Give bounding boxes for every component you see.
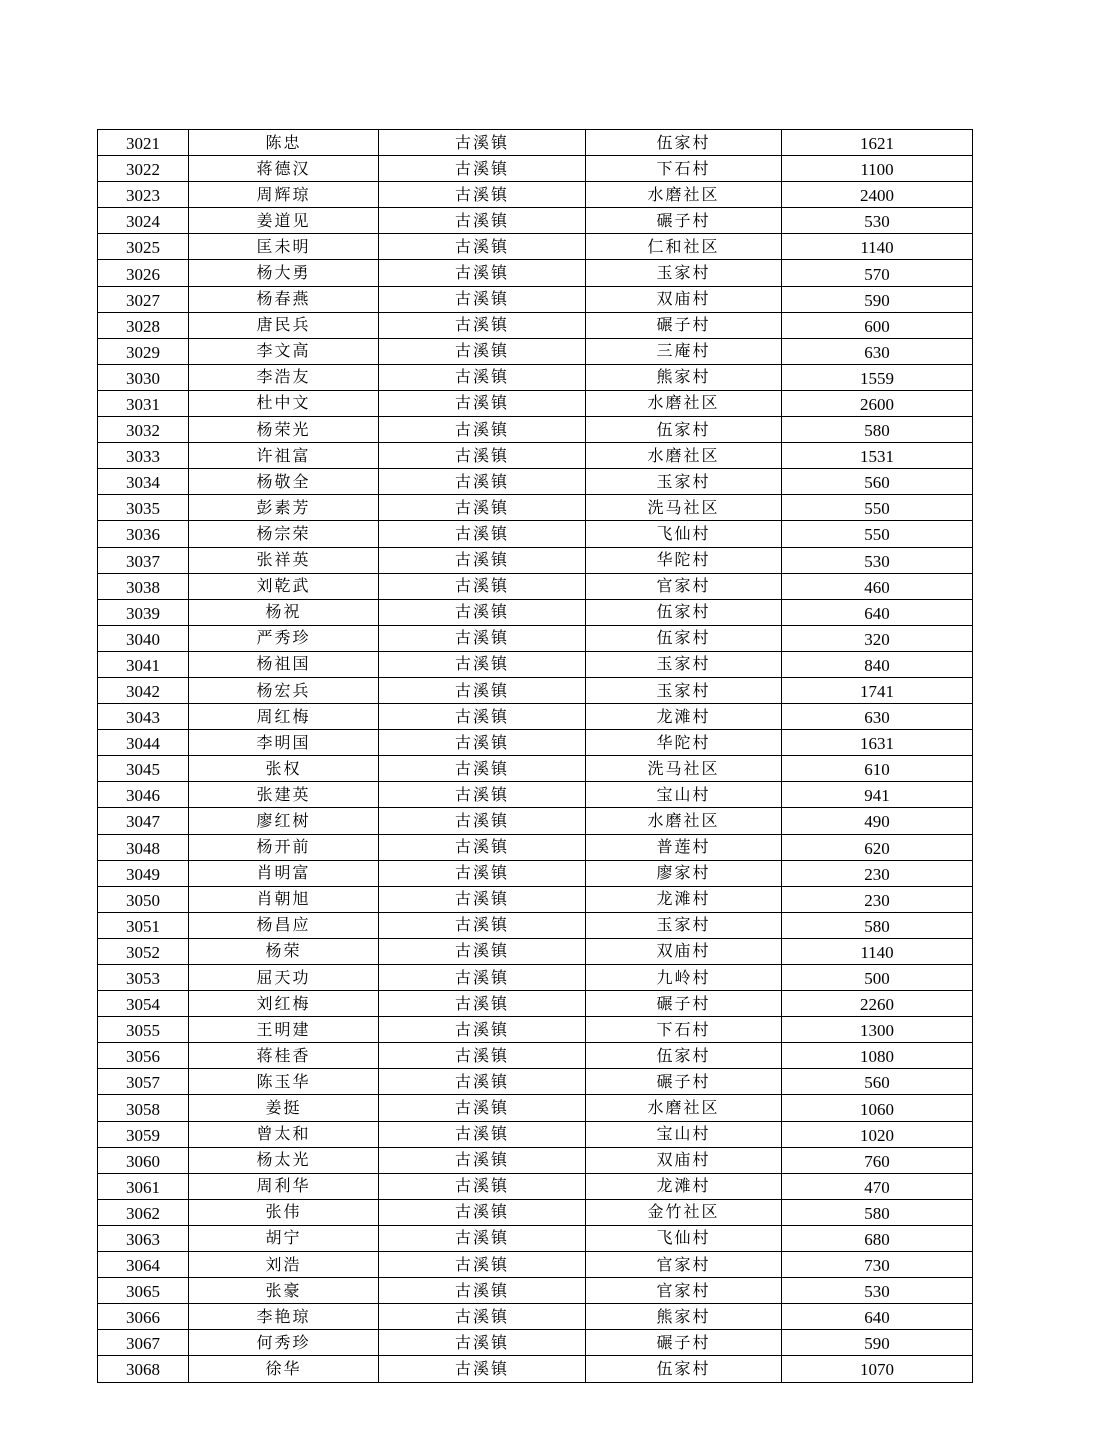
village-cell: 水磨社区 xyxy=(586,808,782,834)
name-cell: 杨昌应 xyxy=(189,912,379,938)
table-row xyxy=(98,547,973,573)
name-cell: 周利华 xyxy=(189,1173,379,1199)
name-cell: 刘浩 xyxy=(189,1252,379,1278)
row-number-cell: 3058 xyxy=(98,1095,189,1121)
village-cell: 三庵村 xyxy=(586,338,782,364)
table-row xyxy=(98,1252,973,1278)
amount-cell: 530 xyxy=(782,208,973,234)
village-cell: 龙滩村 xyxy=(586,704,782,730)
row-number-cell: 3043 xyxy=(98,704,189,730)
town-cell: 古溪镇 xyxy=(379,495,586,521)
town-cell: 古溪镇 xyxy=(379,808,586,834)
row-number-cell: 3054 xyxy=(98,991,189,1017)
town-cell: 古溪镇 xyxy=(379,443,586,469)
table-row xyxy=(98,156,973,182)
name-cell: 张豪 xyxy=(189,1278,379,1304)
row-number-cell: 3062 xyxy=(98,1199,189,1225)
town-cell: 古溪镇 xyxy=(379,1095,586,1121)
row-number-cell: 3068 xyxy=(98,1356,189,1382)
table-row xyxy=(98,651,973,677)
name-cell: 张权 xyxy=(189,756,379,782)
row-number-cell: 3053 xyxy=(98,965,189,991)
amount-cell: 500 xyxy=(782,965,973,991)
town-cell: 古溪镇 xyxy=(379,547,586,573)
table-row xyxy=(98,912,973,938)
village-cell: 伍家村 xyxy=(586,417,782,443)
amount-cell: 460 xyxy=(782,573,973,599)
table-row xyxy=(98,443,973,469)
town-cell: 古溪镇 xyxy=(379,782,586,808)
amount-cell: 760 xyxy=(782,1147,973,1173)
village-cell: 碾子村 xyxy=(586,991,782,1017)
town-cell: 古溪镇 xyxy=(379,704,586,730)
name-cell: 杨开前 xyxy=(189,834,379,860)
table-row xyxy=(98,390,973,416)
table-row xyxy=(98,625,973,651)
table-row xyxy=(98,234,973,260)
town-cell: 古溪镇 xyxy=(379,912,586,938)
village-cell: 熊家村 xyxy=(586,1304,782,1330)
village-cell: 官家村 xyxy=(586,1252,782,1278)
table-row xyxy=(98,834,973,860)
row-number-cell: 3021 xyxy=(98,130,189,156)
amount-cell: 470 xyxy=(782,1173,973,1199)
name-cell: 杨荣光 xyxy=(189,417,379,443)
village-cell: 官家村 xyxy=(586,573,782,599)
town-cell: 古溪镇 xyxy=(379,260,586,286)
row-number-cell: 3066 xyxy=(98,1304,189,1330)
village-cell: 玉家村 xyxy=(586,677,782,703)
table-row xyxy=(98,521,973,547)
village-cell: 双庙村 xyxy=(586,938,782,964)
row-number-cell: 3027 xyxy=(98,286,189,312)
amount-cell: 730 xyxy=(782,1252,973,1278)
row-number-cell: 3057 xyxy=(98,1069,189,1095)
amount-cell: 560 xyxy=(782,1069,973,1095)
table-row xyxy=(98,1304,973,1330)
name-cell: 杜中文 xyxy=(189,390,379,416)
village-cell: 玉家村 xyxy=(586,912,782,938)
table-row xyxy=(98,1121,973,1147)
name-cell: 周辉琼 xyxy=(189,182,379,208)
amount-cell: 580 xyxy=(782,1199,973,1225)
row-number-cell: 3061 xyxy=(98,1173,189,1199)
town-cell: 古溪镇 xyxy=(379,1199,586,1225)
town-cell: 古溪镇 xyxy=(379,599,586,625)
amount-cell: 620 xyxy=(782,834,973,860)
table-row xyxy=(98,1043,973,1069)
row-number-cell: 3051 xyxy=(98,912,189,938)
name-cell: 屈天功 xyxy=(189,965,379,991)
row-number-cell: 3064 xyxy=(98,1252,189,1278)
town-cell: 古溪镇 xyxy=(379,1356,586,1382)
village-cell: 宝山村 xyxy=(586,1121,782,1147)
data-table xyxy=(97,129,973,1383)
row-number-cell: 3028 xyxy=(98,312,189,338)
table-row xyxy=(98,1330,973,1356)
village-cell: 玉家村 xyxy=(586,651,782,677)
row-number-cell: 3029 xyxy=(98,338,189,364)
name-cell: 匡未明 xyxy=(189,234,379,260)
name-cell: 杨敬全 xyxy=(189,469,379,495)
amount-cell: 550 xyxy=(782,521,973,547)
town-cell: 古溪镇 xyxy=(379,182,586,208)
town-cell: 古溪镇 xyxy=(379,417,586,443)
village-cell: 宝山村 xyxy=(586,782,782,808)
town-cell: 古溪镇 xyxy=(379,677,586,703)
amount-cell: 1140 xyxy=(782,234,973,260)
village-cell: 官家村 xyxy=(586,1278,782,1304)
row-number-cell: 3049 xyxy=(98,860,189,886)
village-cell: 碾子村 xyxy=(586,312,782,338)
row-number-cell: 3055 xyxy=(98,1017,189,1043)
name-cell: 蒋桂香 xyxy=(189,1043,379,1069)
village-cell: 洗马社区 xyxy=(586,756,782,782)
name-cell: 唐民兵 xyxy=(189,312,379,338)
name-cell: 胡宁 xyxy=(189,1225,379,1251)
name-cell: 杨祝 xyxy=(189,599,379,625)
town-cell: 古溪镇 xyxy=(379,234,586,260)
town-cell: 古溪镇 xyxy=(379,756,586,782)
village-cell: 伍家村 xyxy=(586,625,782,651)
table-row xyxy=(98,704,973,730)
town-cell: 古溪镇 xyxy=(379,1225,586,1251)
village-cell: 碾子村 xyxy=(586,1069,782,1095)
village-cell: 双庙村 xyxy=(586,286,782,312)
name-cell: 李艳琼 xyxy=(189,1304,379,1330)
table-body xyxy=(98,130,973,1383)
name-cell: 张建英 xyxy=(189,782,379,808)
name-cell: 刘红梅 xyxy=(189,991,379,1017)
table-row xyxy=(98,1225,973,1251)
name-cell: 张祥英 xyxy=(189,547,379,573)
table-row xyxy=(98,1017,973,1043)
row-number-cell: 3033 xyxy=(98,443,189,469)
row-number-cell: 3044 xyxy=(98,730,189,756)
village-cell: 双庙村 xyxy=(586,1147,782,1173)
amount-cell: 1020 xyxy=(782,1121,973,1147)
row-number-cell: 3025 xyxy=(98,234,189,260)
amount-cell: 590 xyxy=(782,1330,973,1356)
table-row xyxy=(98,730,973,756)
name-cell: 杨春燕 xyxy=(189,286,379,312)
row-number-cell: 3032 xyxy=(98,417,189,443)
amount-cell: 1070 xyxy=(782,1356,973,1382)
table-row xyxy=(98,286,973,312)
table-row xyxy=(98,260,973,286)
name-cell: 王明建 xyxy=(189,1017,379,1043)
row-number-cell: 3039 xyxy=(98,599,189,625)
village-cell: 熊家村 xyxy=(586,364,782,390)
town-cell: 古溪镇 xyxy=(379,730,586,756)
row-number-cell: 3063 xyxy=(98,1225,189,1251)
name-cell: 蒋德汉 xyxy=(189,156,379,182)
table-row xyxy=(98,756,973,782)
row-number-cell: 3026 xyxy=(98,260,189,286)
table-row xyxy=(98,938,973,964)
table-row xyxy=(98,208,973,234)
row-number-cell: 3048 xyxy=(98,834,189,860)
name-cell: 彭素芳 xyxy=(189,495,379,521)
town-cell: 古溪镇 xyxy=(379,1304,586,1330)
town-cell: 古溪镇 xyxy=(379,130,586,156)
table-row xyxy=(98,1173,973,1199)
town-cell: 古溪镇 xyxy=(379,156,586,182)
table-row xyxy=(98,965,973,991)
name-cell: 杨宏兵 xyxy=(189,677,379,703)
amount-cell: 530 xyxy=(782,1278,973,1304)
village-cell: 飞仙村 xyxy=(586,1225,782,1251)
village-cell: 仁和社区 xyxy=(586,234,782,260)
table-row xyxy=(98,860,973,886)
row-number-cell: 3038 xyxy=(98,573,189,599)
village-cell: 水磨社区 xyxy=(586,443,782,469)
amount-cell: 570 xyxy=(782,260,973,286)
town-cell: 古溪镇 xyxy=(379,1069,586,1095)
table-row xyxy=(98,808,973,834)
amount-cell: 680 xyxy=(782,1225,973,1251)
name-cell: 徐华 xyxy=(189,1356,379,1382)
amount-cell: 1060 xyxy=(782,1095,973,1121)
name-cell: 李浩友 xyxy=(189,364,379,390)
amount-cell: 1080 xyxy=(782,1043,973,1069)
village-cell: 伍家村 xyxy=(586,1356,782,1382)
amount-cell: 590 xyxy=(782,286,973,312)
amount-cell: 2260 xyxy=(782,991,973,1017)
village-cell: 伍家村 xyxy=(586,1043,782,1069)
amount-cell: 560 xyxy=(782,469,973,495)
name-cell: 李文高 xyxy=(189,338,379,364)
row-number-cell: 3023 xyxy=(98,182,189,208)
town-cell: 古溪镇 xyxy=(379,1043,586,1069)
town-cell: 古溪镇 xyxy=(379,286,586,312)
table-row xyxy=(98,782,973,808)
village-cell: 华陀村 xyxy=(586,547,782,573)
table-row xyxy=(98,991,973,1017)
village-cell: 龙滩村 xyxy=(586,886,782,912)
table-row xyxy=(98,1199,973,1225)
village-cell: 金竹社区 xyxy=(586,1199,782,1225)
town-cell: 古溪镇 xyxy=(379,965,586,991)
name-cell: 廖红树 xyxy=(189,808,379,834)
amount-cell: 550 xyxy=(782,495,973,521)
village-cell: 九岭村 xyxy=(586,965,782,991)
row-number-cell: 3041 xyxy=(98,651,189,677)
town-cell: 古溪镇 xyxy=(379,1017,586,1043)
table-row xyxy=(98,338,973,364)
table-row xyxy=(98,182,973,208)
name-cell: 杨宗荣 xyxy=(189,521,379,547)
amount-cell: 1559 xyxy=(782,364,973,390)
table-row xyxy=(98,130,973,156)
village-cell: 飞仙村 xyxy=(586,521,782,547)
row-number-cell: 3047 xyxy=(98,808,189,834)
town-cell: 古溪镇 xyxy=(379,469,586,495)
row-number-cell: 3036 xyxy=(98,521,189,547)
amount-cell: 1741 xyxy=(782,677,973,703)
amount-cell: 1140 xyxy=(782,938,973,964)
row-number-cell: 3042 xyxy=(98,677,189,703)
amount-cell: 1100 xyxy=(782,156,973,182)
town-cell: 古溪镇 xyxy=(379,312,586,338)
table-row xyxy=(98,599,973,625)
village-cell: 伍家村 xyxy=(586,130,782,156)
amount-cell: 640 xyxy=(782,599,973,625)
town-cell: 古溪镇 xyxy=(379,625,586,651)
town-cell: 古溪镇 xyxy=(379,1173,586,1199)
table-row xyxy=(98,677,973,703)
amount-cell: 320 xyxy=(782,625,973,651)
table-row xyxy=(98,495,973,521)
table-row xyxy=(98,364,973,390)
town-cell: 古溪镇 xyxy=(379,364,586,390)
row-number-cell: 3035 xyxy=(98,495,189,521)
row-number-cell: 3067 xyxy=(98,1330,189,1356)
village-cell: 廖家村 xyxy=(586,860,782,886)
name-cell: 杨太光 xyxy=(189,1147,379,1173)
village-cell: 下石村 xyxy=(586,156,782,182)
table-row xyxy=(98,1278,973,1304)
amount-cell: 530 xyxy=(782,547,973,573)
name-cell: 杨大勇 xyxy=(189,260,379,286)
name-cell: 周红梅 xyxy=(189,704,379,730)
amount-cell: 2600 xyxy=(782,390,973,416)
row-number-cell: 3060 xyxy=(98,1147,189,1173)
name-cell: 刘乾武 xyxy=(189,573,379,599)
row-number-cell: 3031 xyxy=(98,390,189,416)
row-number-cell: 3024 xyxy=(98,208,189,234)
table-row xyxy=(98,1147,973,1173)
name-cell: 肖明富 xyxy=(189,860,379,886)
table-row xyxy=(98,417,973,443)
row-number-cell: 3050 xyxy=(98,886,189,912)
amount-cell: 1531 xyxy=(782,443,973,469)
name-cell: 姜挺 xyxy=(189,1095,379,1121)
table-row xyxy=(98,469,973,495)
village-cell: 碾子村 xyxy=(586,1330,782,1356)
town-cell: 古溪镇 xyxy=(379,390,586,416)
amount-cell: 230 xyxy=(782,886,973,912)
name-cell: 杨祖国 xyxy=(189,651,379,677)
row-number-cell: 3040 xyxy=(98,625,189,651)
amount-cell: 230 xyxy=(782,860,973,886)
amount-cell: 840 xyxy=(782,651,973,677)
amount-cell: 1631 xyxy=(782,730,973,756)
name-cell: 肖朝旭 xyxy=(189,886,379,912)
row-number-cell: 3022 xyxy=(98,156,189,182)
amount-cell: 1300 xyxy=(782,1017,973,1043)
town-cell: 古溪镇 xyxy=(379,886,586,912)
village-cell: 玉家村 xyxy=(586,260,782,286)
row-number-cell: 3046 xyxy=(98,782,189,808)
town-cell: 古溪镇 xyxy=(379,338,586,364)
amount-cell: 1621 xyxy=(782,130,973,156)
row-number-cell: 3065 xyxy=(98,1278,189,1304)
town-cell: 古溪镇 xyxy=(379,991,586,1017)
amount-cell: 2400 xyxy=(782,182,973,208)
row-number-cell: 3037 xyxy=(98,547,189,573)
town-cell: 古溪镇 xyxy=(379,834,586,860)
amount-cell: 640 xyxy=(782,1304,973,1330)
town-cell: 古溪镇 xyxy=(379,1278,586,1304)
name-cell: 许祖富 xyxy=(189,443,379,469)
name-cell: 严秀珍 xyxy=(189,625,379,651)
village-cell: 伍家村 xyxy=(586,599,782,625)
village-cell: 水磨社区 xyxy=(586,390,782,416)
village-cell: 下石村 xyxy=(586,1017,782,1043)
name-cell: 陈玉华 xyxy=(189,1069,379,1095)
row-number-cell: 3059 xyxy=(98,1121,189,1147)
amount-cell: 490 xyxy=(782,808,973,834)
town-cell: 古溪镇 xyxy=(379,1121,586,1147)
row-number-cell: 3052 xyxy=(98,938,189,964)
town-cell: 古溪镇 xyxy=(379,651,586,677)
row-number-cell: 3034 xyxy=(98,469,189,495)
village-cell: 水磨社区 xyxy=(586,1095,782,1121)
table-row xyxy=(98,1356,973,1382)
table-row xyxy=(98,573,973,599)
village-cell: 华陀村 xyxy=(586,730,782,756)
amount-cell: 610 xyxy=(782,756,973,782)
village-cell: 碾子村 xyxy=(586,208,782,234)
row-number-cell: 3045 xyxy=(98,756,189,782)
town-cell: 古溪镇 xyxy=(379,938,586,964)
village-cell: 水磨社区 xyxy=(586,182,782,208)
town-cell: 古溪镇 xyxy=(379,860,586,886)
village-cell: 玉家村 xyxy=(586,469,782,495)
village-cell: 洗马社区 xyxy=(586,495,782,521)
village-cell: 龙滩村 xyxy=(586,1173,782,1199)
table-row xyxy=(98,886,973,912)
town-cell: 古溪镇 xyxy=(379,521,586,547)
amount-cell: 600 xyxy=(782,312,973,338)
town-cell: 古溪镇 xyxy=(379,573,586,599)
town-cell: 古溪镇 xyxy=(379,1252,586,1278)
name-cell: 曾太和 xyxy=(189,1121,379,1147)
amount-cell: 630 xyxy=(782,704,973,730)
amount-cell: 630 xyxy=(782,338,973,364)
name-cell: 杨荣 xyxy=(189,938,379,964)
amount-cell: 580 xyxy=(782,912,973,938)
town-cell: 古溪镇 xyxy=(379,1330,586,1356)
amount-cell: 941 xyxy=(782,782,973,808)
village-cell: 普莲村 xyxy=(586,834,782,860)
row-number-cell: 3056 xyxy=(98,1043,189,1069)
town-cell: 古溪镇 xyxy=(379,1147,586,1173)
name-cell: 何秀珍 xyxy=(189,1330,379,1356)
table-row xyxy=(98,1095,973,1121)
amount-cell: 580 xyxy=(782,417,973,443)
table-row xyxy=(98,312,973,338)
table-row xyxy=(98,1069,973,1095)
name-cell: 张伟 xyxy=(189,1199,379,1225)
name-cell: 姜道见 xyxy=(189,208,379,234)
name-cell: 李明国 xyxy=(189,730,379,756)
name-cell: 陈忠 xyxy=(189,130,379,156)
town-cell: 古溪镇 xyxy=(379,208,586,234)
row-number-cell: 3030 xyxy=(98,364,189,390)
